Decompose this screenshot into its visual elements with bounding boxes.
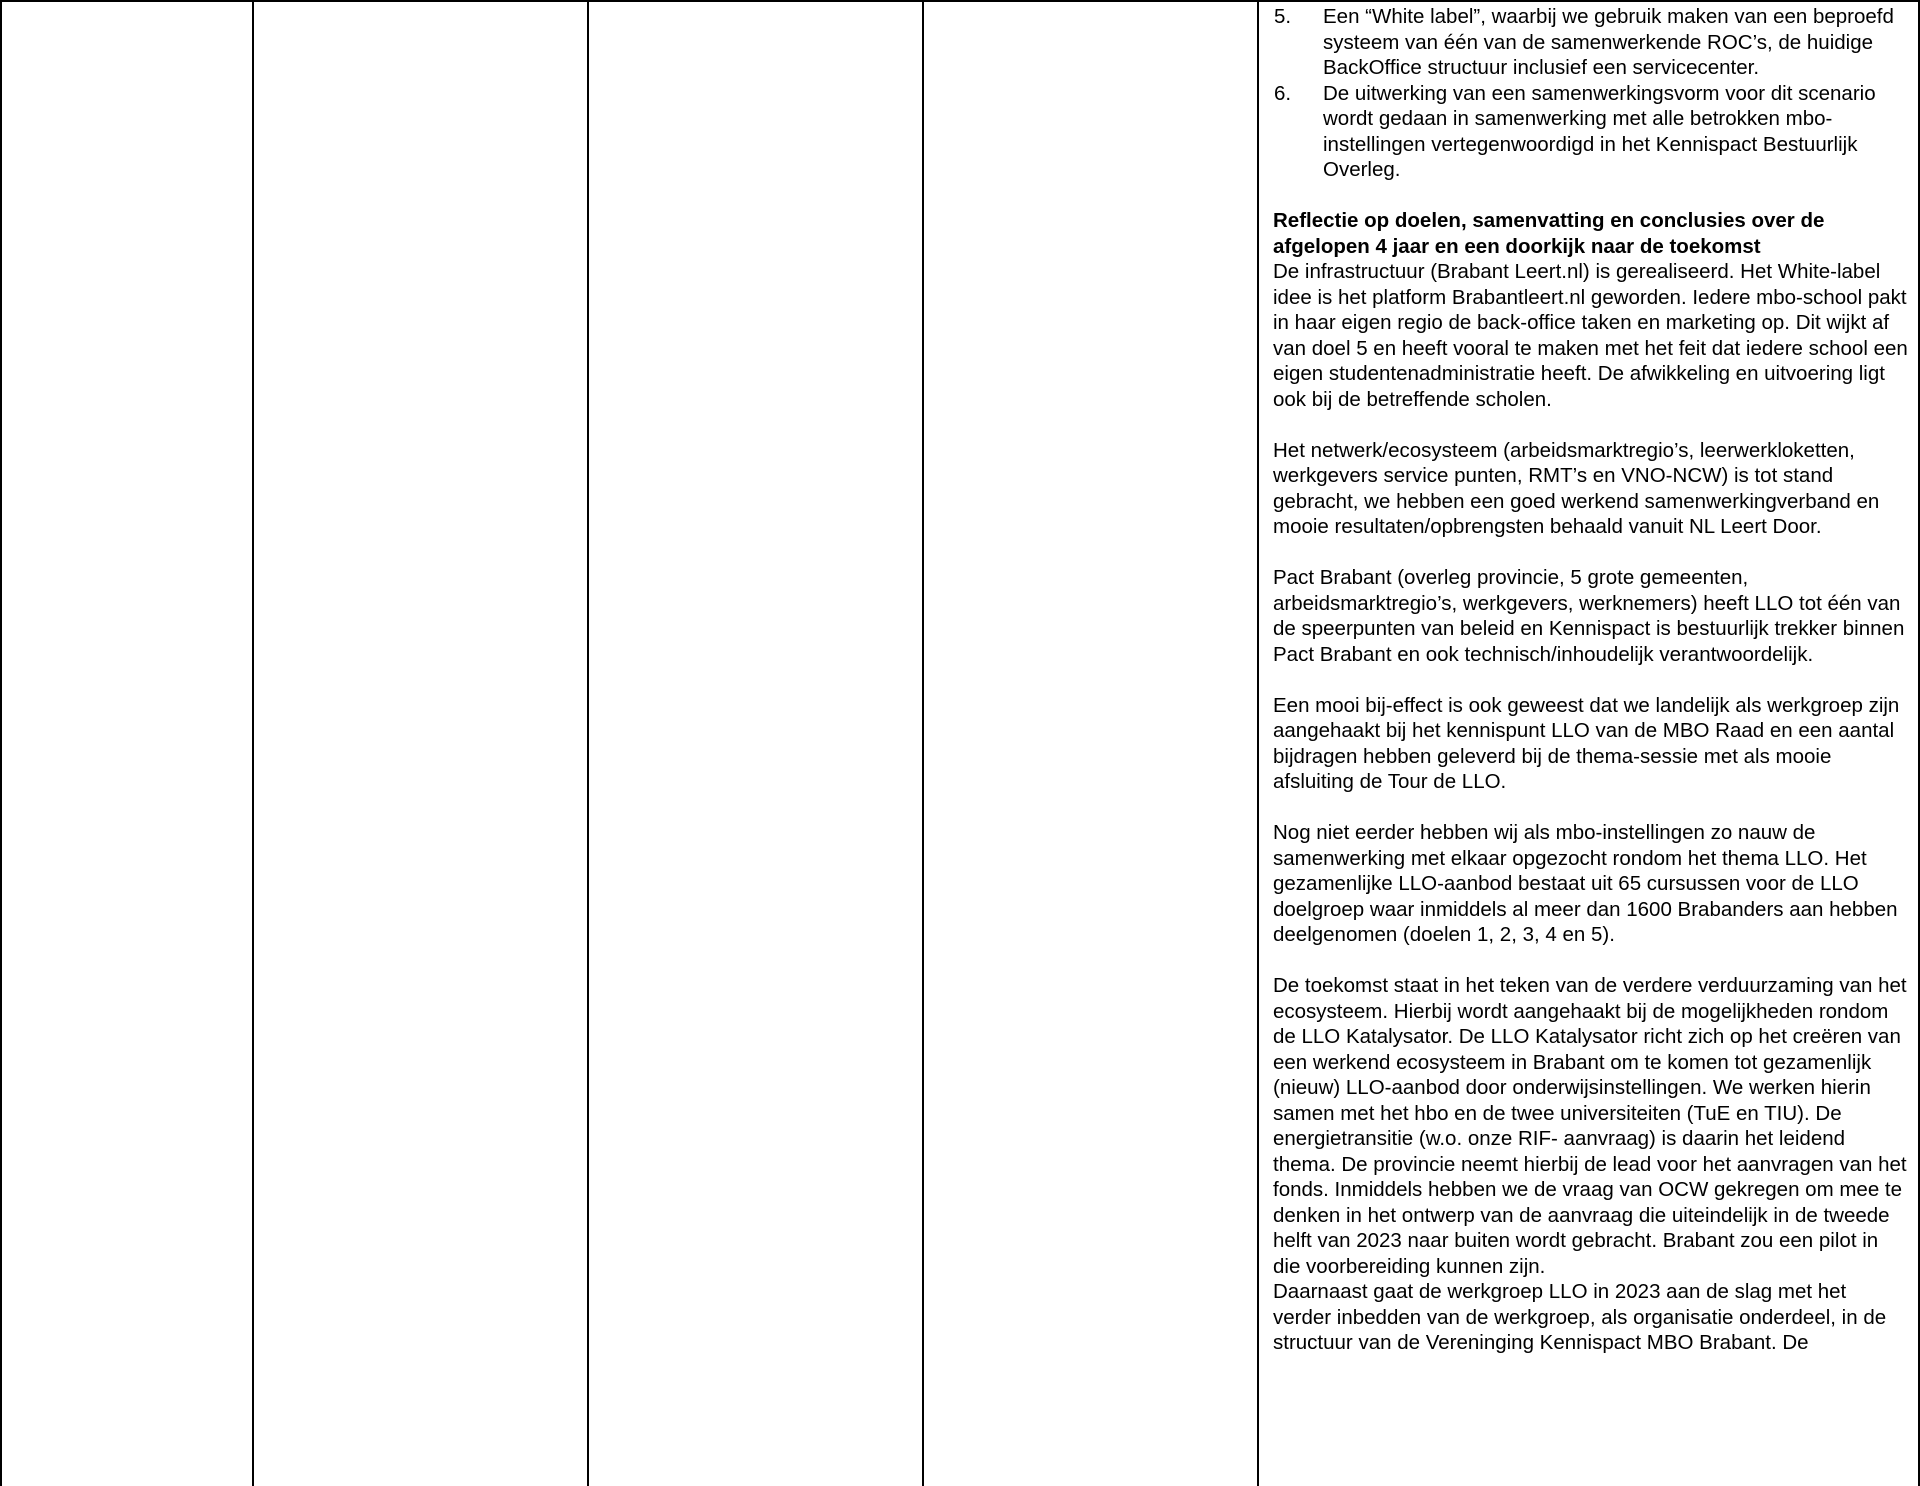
list-item <box>1273 4 1908 81</box>
table-cell-column-4 <box>923 1 1258 1486</box>
table-cell-column-3 <box>588 1 923 1486</box>
paragraph: De toekomst staat in het teken van de verdere verduurzaming van het ecosysteem. Hierbij wordt aangehaakt bij de mogelijkheden rondom de LLO Katalysator. De LLO Katalysator richt zich op het creëren van een werkend ecosysteem in Brabant om te komen tot gezamenlijk (nieuw) LLO-aanbod door onderwijsinstellingen. We werken hierin samen met het hbo en de twee universiteiten (TuE en TIU). De energietransitie (w.o. onze RIF- aanvraag) is daarin het leidend thema. De provincie neemt hierbij de lead voor het aanvragen van het fonds. Inmiddels hebben we de vraag van OCW gekregen om mee te denken in het ontwerp van de aanvraag die uiteindelijk in de tweede helft van 2023 naar buiten wordt gebracht. Brabant zou een pilot in die voorbereiding kunnen zijn. <box>1273 974 1907 1278</box>
paragraph: De infrastructuur (Brabant Leert.nl) is gerealiseerd. Het White-label idee is het platform Brabantleert.nl geworden. Iedere mbo-school pakt in haar eigen regio de back-office taken en marketing op. Dit wijkt af van doel 5 en heeft vooral te maken met het feit dat iedere school een eigen studentenadministratie heeft. De afwikkeling en uitvoering ligt ook bij de betreffende scholen. <box>1273 260 1908 411</box>
paragraph: Een mooi bij-effect is ook geweest dat we landelijk als werkgroep zijn aangehaakt bij het kennispunt LLO van de MBO Raad en een aantal bijdragen hebben geleverd bij de thema-sessie met als mooie afsluiting de Tour de LLO. <box>1273 693 1900 793</box>
paragraph: Pact Brabant (overleg provincie, 5 grote gemeenten, arbeidsmarktregio’s, werkgevers, werknemers) heeft LLO tot één van de speerpunten van beleid en Kennispact is bestuurlijk trekker binnen Pact Brabant en ook technisch/inhoudelijk verantwoordelijk. <box>1273 566 1905 666</box>
paragraph: Nog niet eerder hebben wij als mbo-instellingen zo nauw de samenwerking met elkaar opgezocht rondom het thema LLO. Het gezamenlijke LLO-aanbod bestaat uit 65 cursussen voor de LLO doelgroep waar inmiddels al meer dan 1600 Brabanders aan hebben deelgenomen (doelen 1, 2, 3, 4 en 5). <box>1273 821 1898 946</box>
table-cell-column-1 <box>1 1 253 1486</box>
cell-text-content <box>1259 2 1918 1356</box>
table-cell-column-2 <box>253 1 588 1486</box>
list-item-text: Een “White label”, waarbij we gebruik maken van een beproefd systeem van één van de samenwerkende ROC’s, de huidige BackOffice structuur inclusief een servicecenter. <box>1323 5 1894 79</box>
paragraph: Het netwerk/ecosysteem (arbeidsmarktregio’s, leerwerkloketten, werkgevers service punten, RMT’s en VNO-NCW) is tot stand gebracht, we hebben een goed werkend samenwerkingverband en mooie resultaten/opbrengsten behaald vanuit NL Leert Door. <box>1273 438 1880 538</box>
list-item <box>1273 81 1908 183</box>
paragraph: Daarnaast gaat de werkgroep LLO in 2023 aan de slag met het verder inbedden van de werkgroep, als organisatie onderdeel, in de structuur van de Vereninging Kennispact MBO Brabant. De <box>1273 1280 1887 1354</box>
list-item-number: 6. <box>1274 81 1292 105</box>
list-item-text: De uitwerking van een samenwerkingsvorm voor dit scenario wordt gedaan in samenwerking met alle betrokken mbo-instellingen vertegenwoordigd in het Kennispact Bestuurlijk Overleg. <box>1323 81 1876 181</box>
section-heading: Reflectie op doelen, samenvatting en conclusies over de afgelopen 4 jaar en een doorkijk naar de toekomst <box>1273 209 1825 258</box>
table-cell-column-5 <box>1258 1 1919 1486</box>
list-item-number: 5. <box>1274 5 1292 28</box>
table-row <box>1 1 1919 1486</box>
